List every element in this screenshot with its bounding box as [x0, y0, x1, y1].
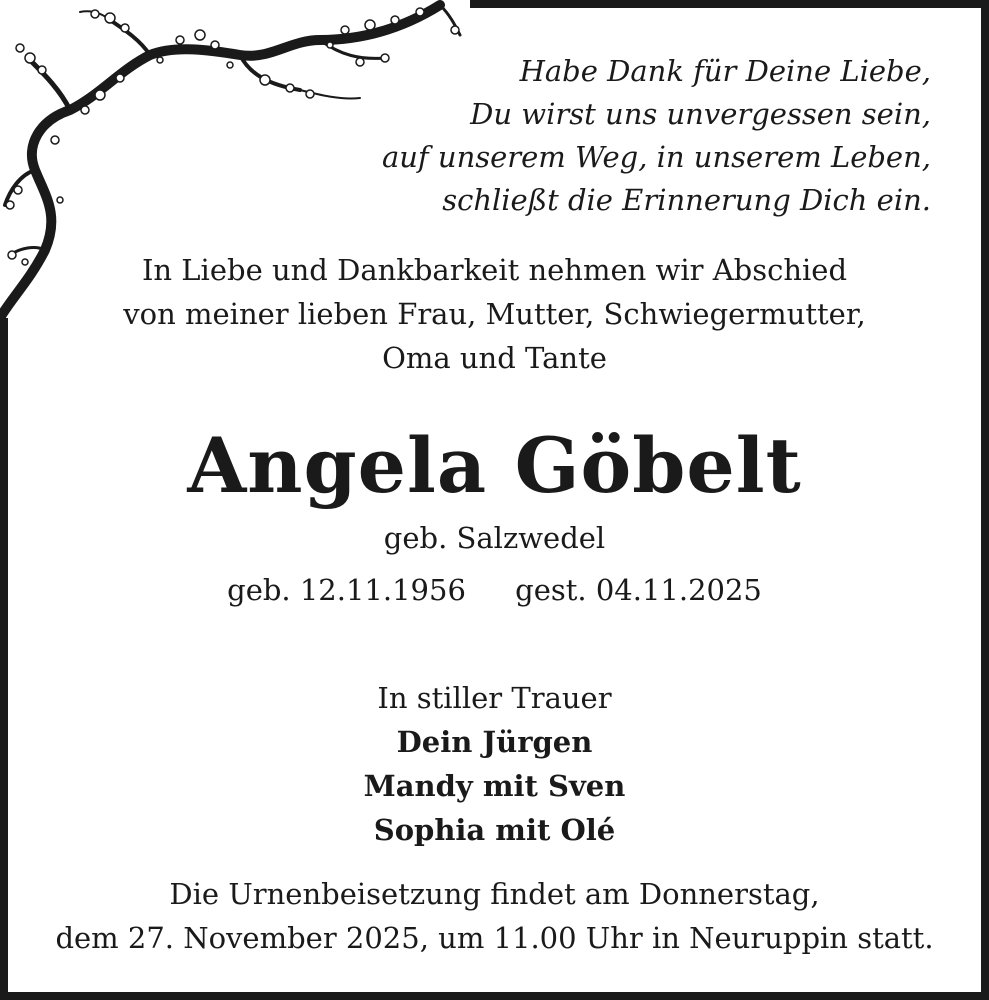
mourner-name: Sophia mit Olé	[373, 813, 616, 847]
service-line: Die Urnenbeisetzung findet am Donnerstag,	[169, 877, 820, 911]
poem-line: Habe Dank für Deine Liebe,	[519, 54, 931, 88]
service-line: dem 27. November 2025, um 11.00 Uhr in Neuruppin statt.	[55, 921, 934, 955]
birth-date: geb. 12.11.1956	[227, 573, 466, 607]
mourners-heading: In stiller Trauer	[377, 681, 612, 715]
deceased-name: Angela Göbelt	[187, 421, 802, 510]
service-info	[0, 872, 989, 960]
poem	[382, 50, 931, 222]
border-bottom	[0, 992, 989, 1000]
death-date: gest. 04.11.2025	[515, 573, 762, 607]
mourners	[0, 676, 989, 852]
maiden-name: geb. Salzwedel	[383, 521, 606, 555]
mourner-name: Mandy mit Sven	[363, 769, 626, 803]
border-top	[470, 0, 989, 8]
mourner-name: Dein Jürgen	[396, 725, 593, 759]
poem-line: schließt die Erinnerung Dich ein.	[442, 183, 931, 217]
life-dates	[0, 570, 989, 610]
intro-line: von meiner lieben Frau, Mutter, Schwiegermutter,	[123, 297, 866, 331]
intro-line: Oma und Tante	[382, 341, 607, 375]
intro-text	[0, 248, 989, 380]
intro-line: In Liebe und Dankbarkeit nehmen wir Abschied	[141, 253, 848, 287]
poem-line: Du wirst uns unvergessen sein,	[470, 97, 931, 131]
poem-line: auf unserem Weg, in unserem Leben,	[381, 140, 931, 174]
